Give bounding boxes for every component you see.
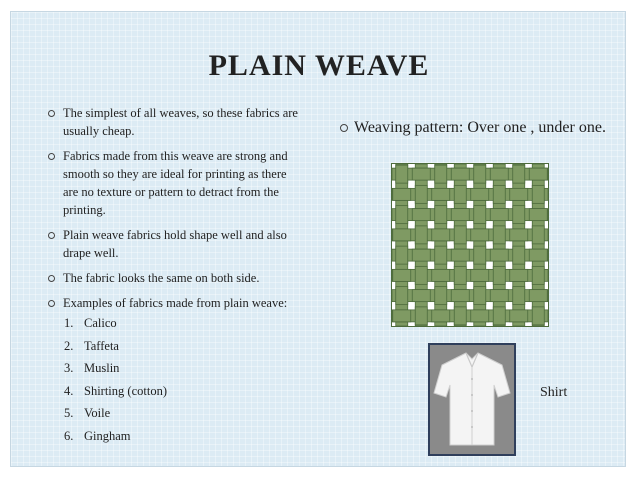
list-label: Taffeta	[84, 338, 119, 353]
list-label: Shirting (cotton)	[84, 383, 167, 398]
list-item	[64, 425, 298, 448]
list-number: 1.	[64, 316, 74, 331]
bullet-item: Examples of fabrics made from plain weave:	[48, 294, 298, 312]
shirt-caption: Shirt	[540, 385, 568, 400]
slide-title: PLAIN WEAVE	[208, 49, 430, 82]
list-item	[64, 335, 298, 358]
list-label: Calico	[84, 316, 117, 331]
bullet-item: The fabric looks the same on both side.	[48, 269, 298, 287]
list-number: 4.	[64, 383, 74, 398]
plain-weave-image	[391, 163, 549, 327]
shirt-icon	[430, 345, 514, 454]
bullet-item: Fabrics made from this weave are strong and smooth so they are ideal for printing as there are no texture or pattern to detract from the printing.	[48, 147, 298, 219]
shirt-image	[428, 343, 516, 456]
list-item	[64, 312, 298, 335]
list-number: 6.	[64, 428, 74, 443]
list-number: 2.	[64, 338, 74, 353]
weave-pattern-graphic	[392, 164, 548, 326]
list-number: 5.	[64, 406, 74, 421]
bullet-item: Plain weave fabrics hold shape well and also drape well.	[48, 226, 298, 262]
list-item	[64, 357, 298, 380]
example-list	[64, 312, 298, 447]
list-label: Voile	[84, 406, 111, 421]
list-label: Muslin	[84, 361, 120, 376]
list-item	[64, 380, 298, 403]
bullet-item: The simplest of all weaves, so these fabrics are usually cheap.	[48, 104, 298, 140]
list-label: Gingham	[84, 428, 131, 443]
bullet-list	[48, 104, 298, 447]
list-item	[64, 402, 298, 425]
list-number: 3.	[64, 361, 74, 376]
weaving-pattern-text: Weaving pattern: Over one , under one.	[340, 118, 614, 138]
